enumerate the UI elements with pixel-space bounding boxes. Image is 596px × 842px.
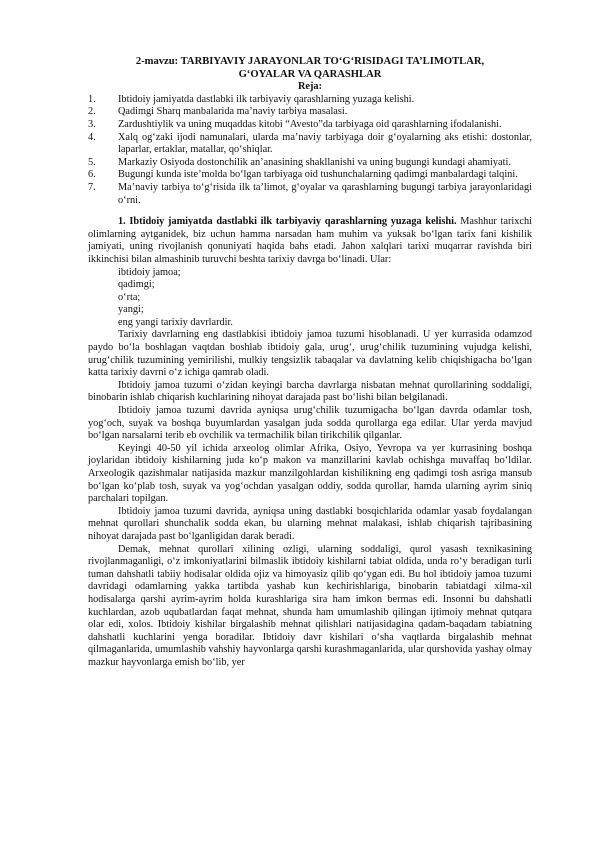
plan-item-text: Bugungi kunda iste’molda bo‘lgan tarbiyaga oid tushunchalarning qadimgi manbalardagi talqini. (118, 169, 518, 181)
plan-item (88, 119, 532, 132)
topic-title-line-1: 2-mavzu: TARBIYAVIY JARAYONLAR TO‘G‘RISIDAGI TA’LIMOTLAR, (135, 56, 485, 67)
period-item: yangi; (118, 304, 144, 316)
plan-item-text: Ma’naviy tarbiya to‘g‘risida ilk ta’limot, g‘oyalar va qarashlarning bugungi tarbiya jarayonlaridagi o‘rni. (118, 181, 532, 206)
body-paragraph: Demak, mehnat qurollari xilining ozligi, ularning soddaligi, qurol yasash texnikasining rivojlanmaganligi, o‘z imkoniyatlarini bilmaslik ibtidoiy kishilarni tabiat oldida, unda ro‘y beradigan turli tuman dahshatli tabiiy hodisalar oldida ojiz va himoyasiz qilib qo‘ygan edi. Bu hol ibtidoiy jamoa tuzumi davridagi odamlarning yakka tartibda yashab kun kechirishlariga, binobarin tabiatdagi xilma-xil hodisalarga qarshi ayrim-ayrim holda kurashlariga sira ham imkon bermas edi. Insonni bu dahshatli kuchlardan, azob uqubatlardan faqat mehnat, shunda ham umumlashib qilingan ijtimoiy mehnat qutqara olar edi, xolos. Ibtidoiy kishilar birgalashib mehnat qilishlari natijasidagina qadam-baqadam tabiatning dahshatli kuchlarini yenga boradilar. Ibtidoiy davr kishilari o‘sha vaqtlarda birgalashib mehnat qilmaganlarida, umumlashib vahshiy hayvonlarga qarshi kurashmaganlarida, ular qurshovida yashay olmay mazkur hayvonlarga emish bo‘lib, yer (88, 543, 532, 668)
plan-item-text: Qadimgi Sharq manbalarida ma’naviy tarbiya masalasi. (118, 106, 348, 118)
plan-heading: Reja: (297, 81, 322, 93)
plan-item-text: Markaziy Osiyoda dostonchilik an’anasining shakllanishi va uning bugungi kundagi ahamiyati. (118, 156, 511, 168)
body-paragraph: Ibtidoiy jamoa tuzumi davrida ayniqsa urug‘chilik tuzumigacha bo‘lgan davrda odamlar tosh, yog‘och, suyak va boshqa buyumlardan yasalgan juda sodda qurollarga ega edilar. Ular yerda mavjud bo‘lgan narsalarni terib eb ovchilik va termachilik bilan tirikchilik qilganlar. (88, 405, 532, 442)
plan-item (88, 169, 532, 182)
plan-item (88, 106, 532, 119)
plan-item-text: Xalq og‘zaki ijodi namunalari, ularda ma’naviy tarbiyaga doir g‘oyalarning aks etishi: dostonlar, laparlar, ertaklar, matallar, qo‘shiqlar. (118, 131, 532, 156)
period-item: ibtidoiy jamoa; (118, 266, 181, 278)
body-paragraph: Tarixiy davrlarning eng dastlabkisi ibtidoiy jamoa tuzumi hisoblanadi. U yer kurrasida odamzod paydo bo‘la boshlagan vaqtdan boshlab ibtidoiy gala, urug‘, urug‘chilik tuzumining vujudga kelishi, urug‘chilik tuzumining yemirilishi, mulkiy tengsizlik tabaqalar va davlatning kelib chiqishigacha bo‘lgan katta tarixiy davrni o‘z ichiga qamrab oladi. (88, 329, 532, 379)
body-paragraph: Ibtidoiy jamoa tuzumi o‘zidan keyingi barcha davrlarga nisbatan mehnat qurollarining soddaligi, binobarin ishlab chiqarish kuchlarining nihoyat darajada past bo‘lishi bilan belgilanadi. (88, 379, 532, 404)
plan-item-number: 1. (88, 93, 96, 105)
topic-title-line-2: G‘OYALAR VA QARASHLAR (238, 68, 382, 80)
historical-periods-list (88, 267, 532, 330)
section-1-intro-paragraph (88, 216, 532, 266)
plan-item-number: 4. (88, 131, 96, 143)
plan-item (88, 182, 532, 207)
plan-item-number: 6. (88, 169, 96, 181)
document-page (88, 56, 532, 670)
body-paragraph: Keyingi 40-50 yil ichida arxeolog olimlar Afrika, Osiyo, Yevropa va yer kurrasining boshqa joylaridan ibtidoiy kishilarning juda ko‘p makon va manzillarini kavlab ochishga muvaffaq bo‘ldilar. Arxeologik qazishmalar natijasida mazkur manzilgohlardan kishilikning eng qadimgi tosh asriga mansub bo‘lgan ko‘plab tosh, suyak va yog‘ochdan yasalgan oddiy, sodda qurollar, hamda ularning ayrim siniq parchalari topilgan. (88, 442, 532, 505)
period-item: qadimgi; (118, 279, 155, 291)
section-1-intro-text: Mashhur tarixchi olimlarning aytganidek, biz uchun hamma narsadan ham muhim va yuksak bo‘lgan tarix fani kishilik jamiyati, uning rivojlanish qonuniyati haqida bahs etadi. Jahon xalqlari tarixi muqarrar ravishda biri ikkinchisi bilan almashinib turuvchi beshta tarixiy davrga bo‘linadi. Ular: (88, 216, 533, 265)
plan-item-text: Ibtidoiy jamiyatda dastlabki ilk tarbiyaviy qarashlarning yuzaga kelishi. (118, 93, 415, 105)
plan-item-text: Zardushtiylik va uning muqaddas kitobi “Avesto”da tarbiyaga oid qarashlarning ifodalanishi. (118, 118, 502, 130)
plan-item-number: 7. (88, 181, 96, 193)
plan-list (88, 94, 532, 207)
section-1-heading: 1. Ibtidoiy jamiyatda dastlabki ilk tarbiyaviy qarashlarning yuzaga kelishi. (118, 216, 457, 228)
period-item: o‘rta; (118, 291, 141, 303)
plan-item-number: 5. (88, 156, 96, 168)
plan-item (88, 157, 532, 170)
plan-item (88, 94, 532, 107)
plan-item (88, 132, 532, 157)
plan-item-number: 2. (88, 106, 96, 118)
spacer (88, 207, 532, 216)
period-item: eng yangi tarixiy davrlardir. (118, 316, 233, 328)
body-paragraph: Ibtidoiy jamoa tuzumi davrida, ayniqsa uning dastlabki bosqichlarida odamlar yasab foydalangan mehnat qurollari shunchalik sodda ekan, bu ularning mehnat malakasi, ishlab chiqarish tajribasining nihoyat darajada past bo‘lganligidan darak beradi. (88, 505, 532, 542)
plan-item-number: 3. (88, 118, 96, 130)
